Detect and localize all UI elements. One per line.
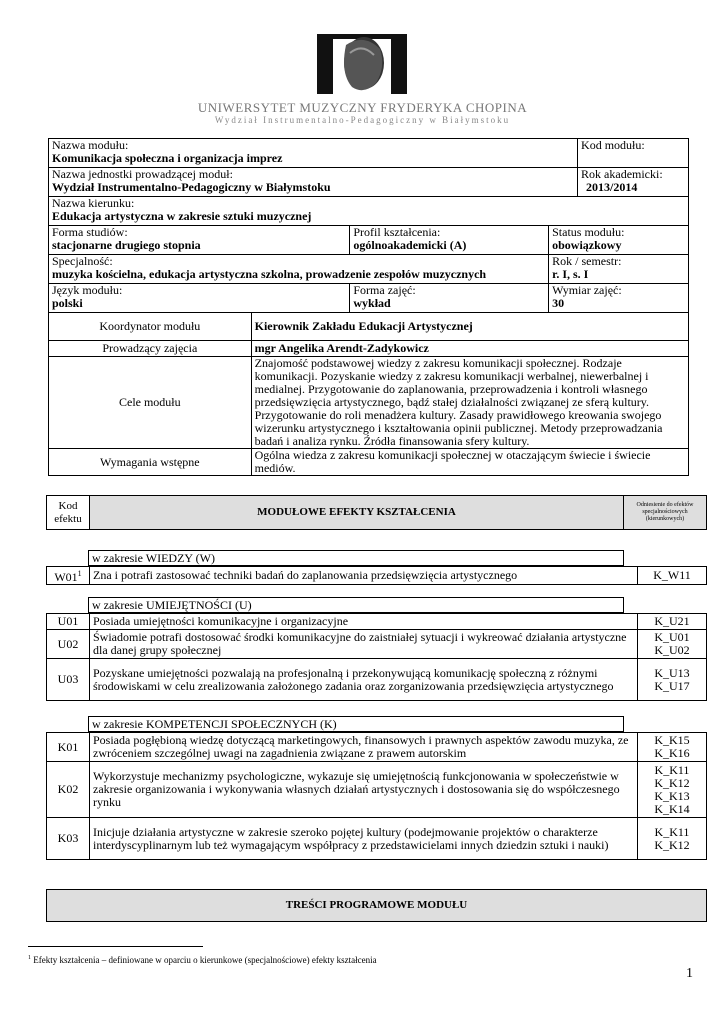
goals-value: Znajomość podstawowej wiedzy z zakresu komunikacji społecznej. Rodzaje komunikacji. Pozyskanie wiedzy z zakresu komunikacji werbalnej, niewerbalnej i medialnej. Przygotowanie do zaplanowania, przeprowadzenia i kontroli własnego przedsięwzięcia artystycznego, bądź stałej działalności związanej ze sferą kultury. Przygotowanie do roli menadżera kultury. Zasady prawidłowego kreowania swojego wizerunku artystycznego i kształtowania opinii publicznej. Metody przeprowadzania badań i analiza rynku. Źródła finansowania sfery kultury. [251, 357, 688, 449]
competences-heading: w zakresie KOMPETENCJI SPOŁECZNYCH (K) [89, 717, 624, 732]
field-cell [49, 197, 689, 226]
effect-code: K02 [47, 762, 90, 818]
table-row [47, 567, 707, 585]
program-title: TREŚCI PROGRAMOWE MODUŁU [47, 890, 707, 922]
language-cell [49, 284, 350, 313]
university-name: UNIWERSYTET MUZYCZNY FRYDERYKA CHOPINA [197, 100, 528, 115]
effect-description: Pozyskane umiejętności pozwalają na profesjonalną i przekonywującą komunikację społeczną z różnymi środowiskami w celu zrealizowania założonego zadania oraz zorganizowania przedsięwzięcia artystycznego [90, 659, 638, 701]
class-form-label: Forma zajęć: [353, 283, 416, 297]
status-label: Status modułu: [552, 225, 625, 239]
footnote-text: Efekty kształcenia – definiowane w oparciu o kierunkowe (specjalnościowe) efekty kształcenia [33, 955, 377, 965]
knowledge-heading-table [88, 550, 624, 566]
semester-value: r. I, s. I [552, 267, 589, 281]
hours-cell [549, 284, 689, 313]
unit-value: Wydział Instrumentalno-Pedagogiczny w Białymstoku [52, 180, 331, 194]
table-row [47, 733, 707, 762]
specialty-label: Specjalność: [52, 254, 113, 268]
year-cell [578, 168, 689, 197]
effect-reference: K_K15 K_K16 [638, 733, 707, 762]
module-name-cell [49, 139, 578, 168]
competences-table [46, 732, 707, 860]
effect-reference: K_W11 [638, 567, 707, 585]
footnote-mark: 1 [77, 569, 82, 578]
knowledge-table [46, 566, 707, 585]
requirements-label: Wymagania wstępne [49, 449, 252, 476]
skills-heading-table [88, 597, 624, 613]
teacher-value: mgr Angelika Arendt-Zadykowicz [251, 341, 688, 357]
effect-code-text: W01 [54, 570, 78, 584]
language-value: polski [52, 296, 83, 310]
effect-description: Świadomie potrafi dostosować środki komunikacyjne do zaistniałej sytuacji i wykreować działania artystyczne dla danej grupy społecznej [90, 630, 638, 659]
table-row [47, 818, 707, 860]
effect-code: U03 [47, 659, 90, 701]
effect-code: U01 [47, 614, 90, 630]
profile-cell [350, 226, 549, 255]
goals-label: Cele modułu [49, 357, 252, 449]
module-name: Komunikacja społeczna i organizacja imprez [52, 151, 283, 165]
profile-value: ogólnoakademicki (A) [353, 238, 467, 252]
effect-reference: K_U21 [638, 614, 707, 630]
requirements-value: Ogólna wiedza z zakresu komunikacji społecznej w otaczającym świecie i świecie mediów. [251, 449, 688, 476]
program-title-table [46, 889, 707, 922]
field-value: Edukacja artystyczna w zakresie sztuki muzycznej [52, 209, 312, 223]
effect-code-header: Kod efektu [47, 496, 90, 530]
study-form-label: Forma studiów: [52, 225, 128, 239]
footnote-divider [28, 946, 203, 947]
effects-header-table [46, 495, 707, 530]
effect-reference: K_K11 K_K12 [638, 818, 707, 860]
effect-description: Posiada pogłębioną wiedzę dotyczącą marketingowych, finansowych i prawnych aspektów zawodu muzyka, ze zwróceniem szczególnej uwagi na zagadnienia związane z prawem autorskim [90, 733, 638, 762]
module-info-table [48, 138, 689, 476]
effect-description: Posiada umiejętności komunikacyjne i organizacyjne [90, 614, 638, 630]
skills-heading: w zakresie UMIEJĘTNOŚCI (U) [89, 598, 624, 613]
status-cell [549, 226, 689, 255]
effect-code: K03 [47, 818, 90, 860]
language-label: Język modułu: [52, 283, 123, 297]
specialty-value: muzyka kościelna, edukacja artystyczna szkolna, prowadzenie zespołów muzycznych [52, 267, 487, 281]
module-code-label: Kod modułu: [581, 138, 645, 152]
year-label: Rok akademicki: [581, 167, 663, 181]
university-logo [316, 33, 408, 97]
coordinator-label: Koordynator modułu [49, 313, 252, 341]
table-row [47, 614, 707, 630]
effect-description: Inicjuje działania artystyczne w zakresie szeroko pojętej kultury (podejmowanie projektów o charakterze interdyscyplinarnym lub też wymagającym współpracy z przedstawicielami innych dziedzin sztuki i nauki) [90, 818, 638, 860]
class-form-value: wykład [353, 296, 391, 310]
semester-label: Rok / semestr: [552, 254, 622, 268]
specialty-cell [49, 255, 549, 284]
unit-label: Nazwa jednostki prowadzącej moduł: [52, 167, 233, 181]
semester-cell [549, 255, 689, 284]
module-name-label: Nazwa modułu: [52, 138, 129, 152]
effect-reference: K_U01 K_U02 [638, 630, 707, 659]
effects-reference-header: Odniesienie do efektów specjalnościowych (kierunkowych) [624, 496, 707, 530]
hours-value: 30 [552, 296, 565, 310]
effect-code: U02 [47, 630, 90, 659]
class-form-cell [350, 284, 549, 313]
effect-reference: K_U13 K_U17 [638, 659, 707, 701]
skills-table [46, 613, 707, 701]
effect-reference: K_K11 K_K12 K_K13 K_K14 [638, 762, 707, 818]
profile-label: Profil kształcenia: [353, 225, 441, 239]
coordinator-value: Kierownik Zakładu Edukacji Artystycznej [251, 313, 688, 341]
module-code-cell [578, 139, 689, 168]
study-form-cell [49, 226, 350, 255]
effects-title: MODUŁOWE EFEKTY KSZTAŁCENIA [90, 496, 624, 530]
table-row [47, 630, 707, 659]
competences-heading-table [88, 716, 624, 732]
effect-code [47, 567, 90, 585]
effect-description: Zna i potrafi zastosować techniki badań do zaplanowania przedsięwzięcia artystycznego [90, 567, 638, 585]
hours-label: Wymiar zajęć: [552, 283, 622, 297]
year-value: 2013/2014 [586, 180, 638, 194]
unit-cell [49, 168, 578, 197]
table-row [47, 659, 707, 701]
faculty-name: Wydział Instrumentalno-Pedagogiczny w Białymstoku [214, 115, 511, 125]
effect-code: K01 [47, 733, 90, 762]
teacher-label: Prowadzący zajęcia [49, 341, 252, 357]
field-label: Nazwa kierunku: [52, 196, 135, 210]
effect-description: Wykorzystuje mechanizmy psychologiczne, wykazuje się umiejętnością funkcjonowania w społeczeństwie w zakresie organizowania i wykonywania własnych działań artystycznych i dostosowania się do współczesnego rynku [90, 762, 638, 818]
page-number: 1 [686, 966, 693, 981]
knowledge-heading: w zakresie WIEDZY (W) [89, 551, 624, 566]
footnote [28, 953, 377, 966]
study-form-value: stacjonarne drugiego stopnia [52, 238, 201, 252]
table-row [47, 762, 707, 818]
status-value: obowiązkowy [552, 238, 622, 252]
footnote-number: 1 [28, 955, 31, 961]
